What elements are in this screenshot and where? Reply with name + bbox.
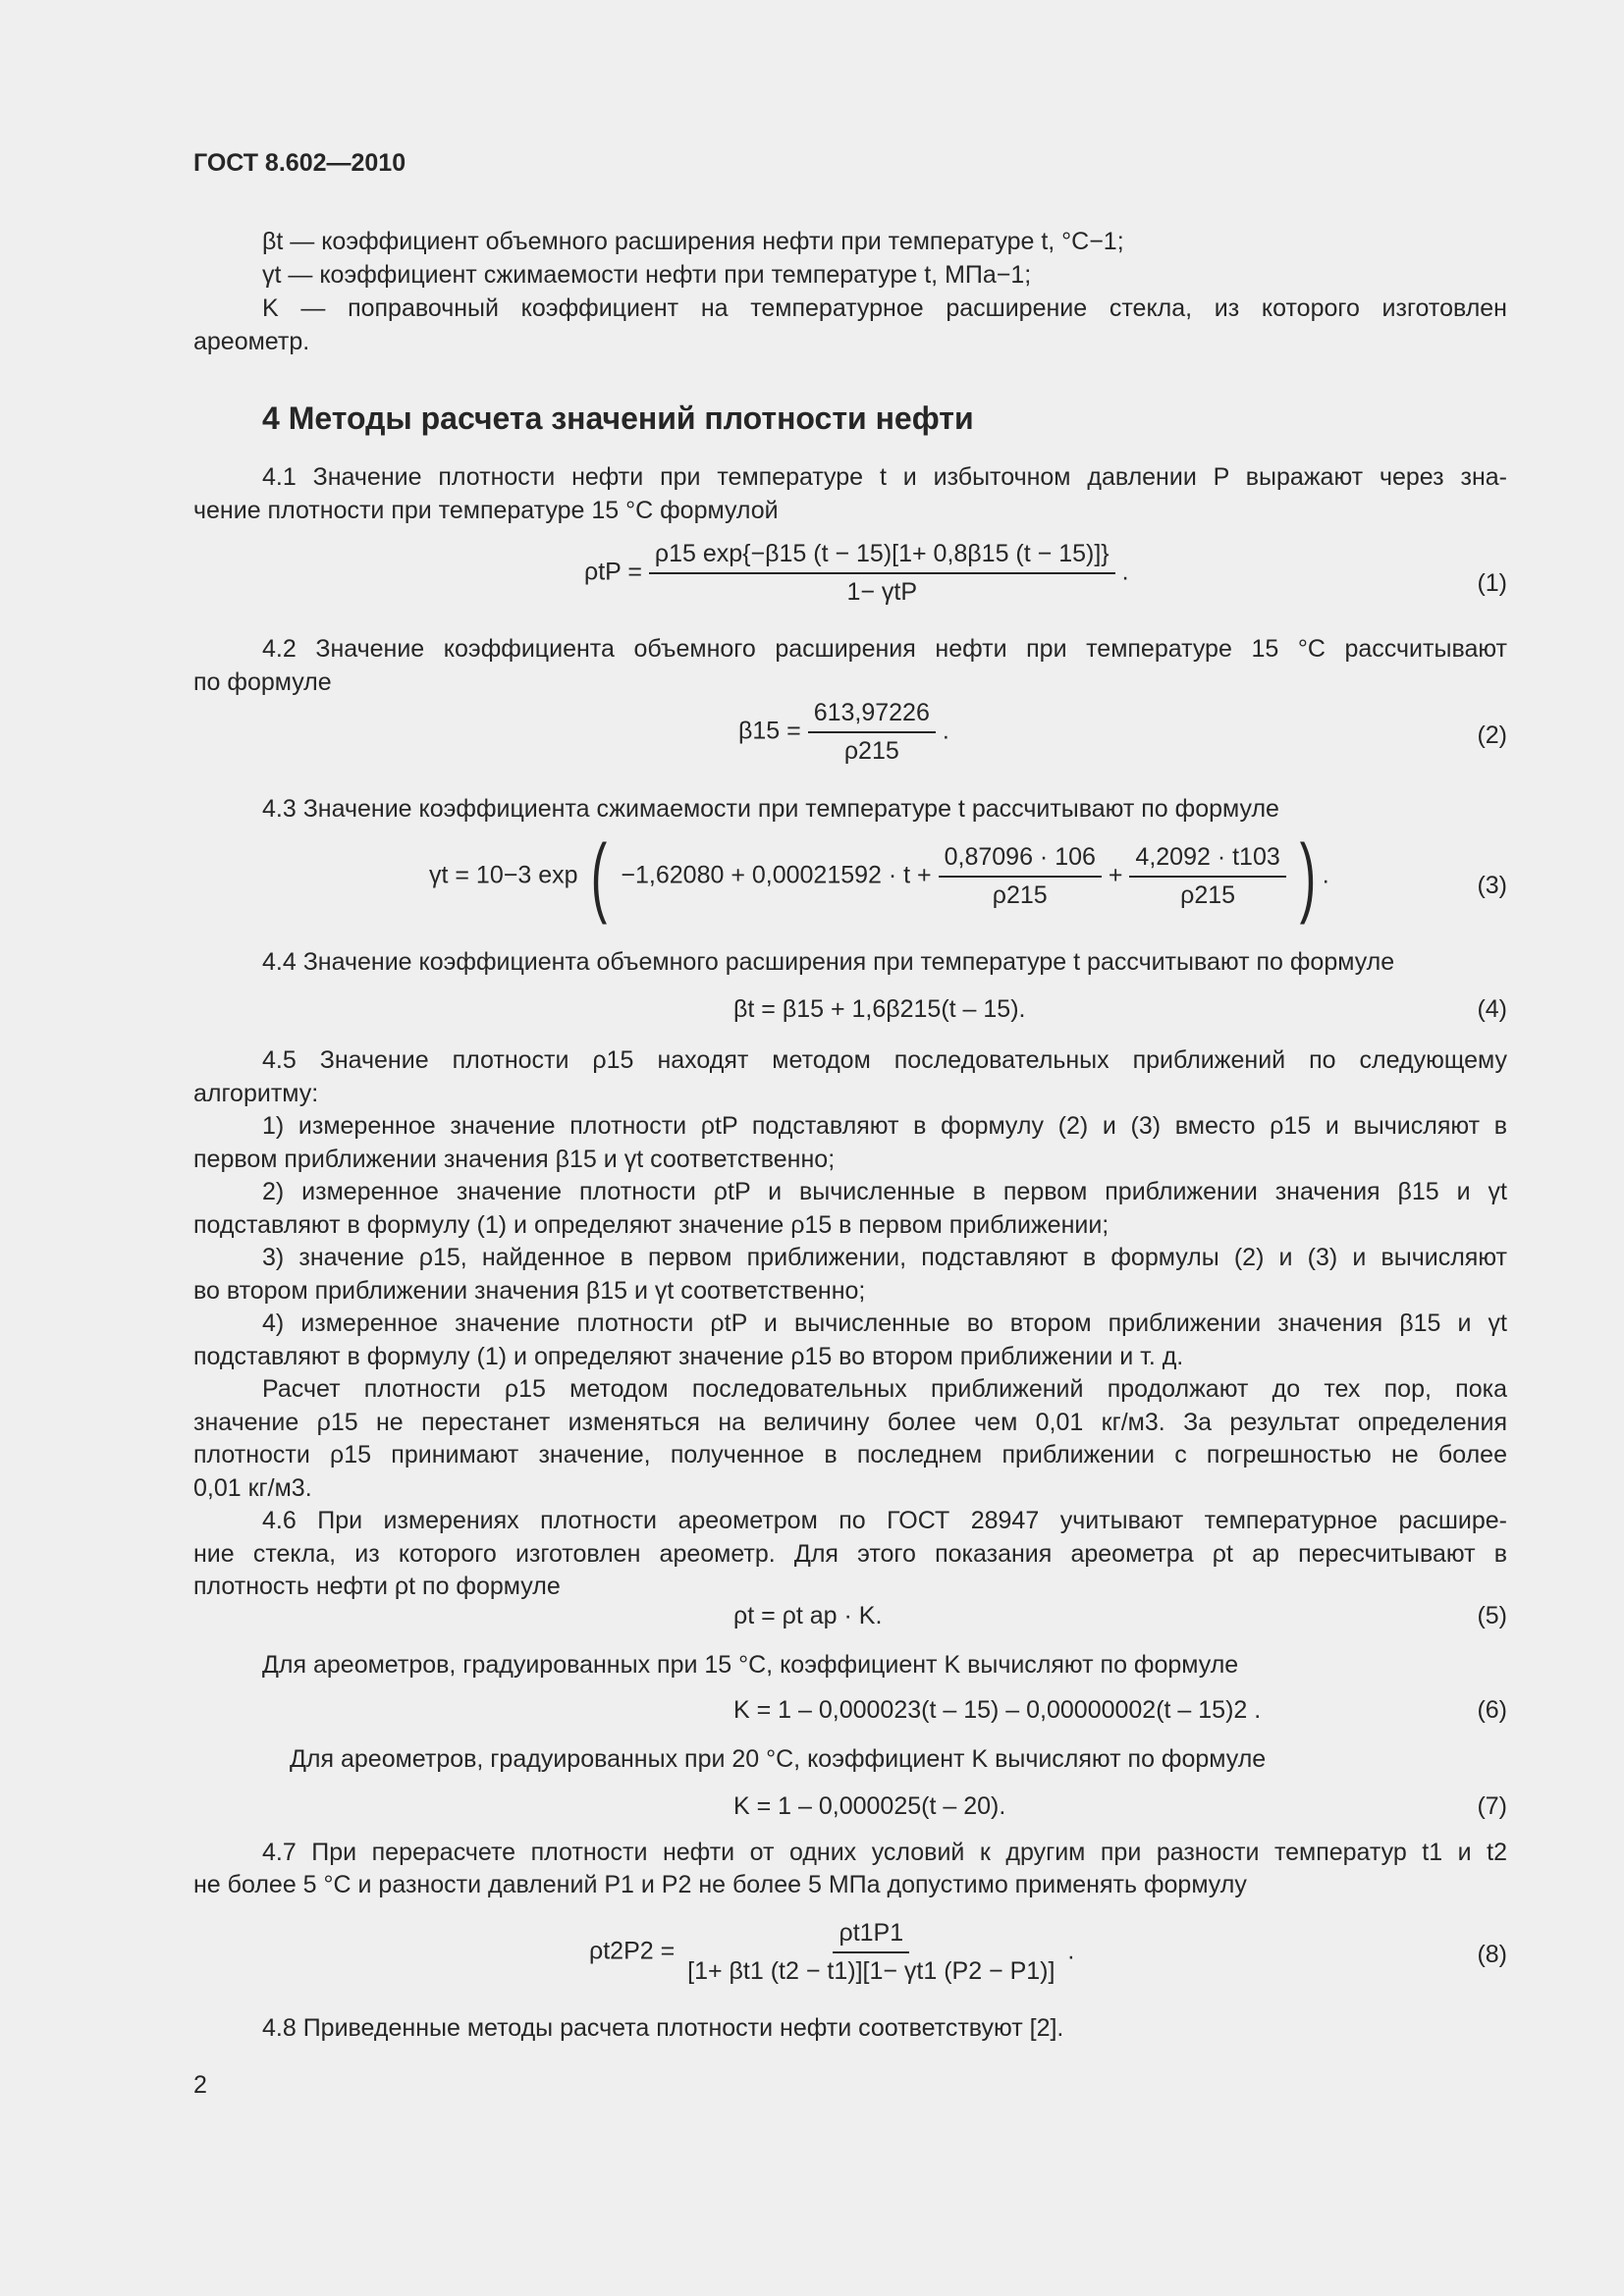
eq8-numerator: ρt1P1 <box>833 1919 909 1953</box>
result-line1: Расчет плотности ρ15 методом последовательных приближений продолжают до тех пор, пока <box>262 1375 1507 1403</box>
eq3-f2-numerator: 4,2092 · t103 <box>1129 843 1285 878</box>
eq2-lhs: β15 = <box>738 717 801 745</box>
eq8-number: (8) <box>1477 1941 1507 1968</box>
eq3-fraction-2 <box>1129 843 1285 910</box>
definition-k-line2: ареометр. <box>193 328 310 355</box>
eq4-number: (4) <box>1477 995 1507 1023</box>
equation-5: ρt = ρt ар · K. <box>733 1602 883 1629</box>
eq7-number: (7) <box>1477 1792 1507 1820</box>
para-4-5-line1: 4.5 Значение плотности ρ15 находят методом последовательных приближений по следующему <box>262 1046 1507 1074</box>
step-4-line1: 4) измеренное значение плотности ρtP и вычисленные во втором приближении значения β15 и γt <box>262 1309 1507 1337</box>
equation-8: ρt2P2 = $\frac{\rho t1P1}{[1+ \beta t1 (t2 - t1)][1- \gamma t1 (P2 - P1)]}$ . <box>589 1919 1075 1985</box>
para-4-1-line1: 4.1 Значение плотности нефти при температуре t и избыточном давлении P выражают через зна- <box>262 463 1507 491</box>
equation-6: K = 1 – 0,000023(t – 15) – 0,00000002(t – 15)2 . <box>733 1696 1262 1724</box>
para-4-3: 4.3 Значение коэффициента сжимаемости при температуре t рассчитывают по формуле <box>262 795 1279 823</box>
eq3-lhs: γt = 10−3 exp <box>429 861 578 889</box>
eq2-denominator: ρ215 <box>843 737 899 765</box>
eq3-fraction-1 <box>939 843 1102 910</box>
eq1-numerator: ρ15 exp{−β15 (t − 15)[1+ 0,8β15 (t − 15)]} <box>649 540 1115 574</box>
eq2-number: (2) <box>1477 721 1507 749</box>
equation-3: γt = 10−3 exp ( −1,62080 + 0,00021592 · t + $\frac{0,87096 \cdot 106}{\rho 215}$ + $\frac{4,2092 \cdot t103}{\rho 215}$ ) . <box>429 828 1329 926</box>
page-number: 2 <box>193 2071 207 2099</box>
step-3-line2: во втором приближении значения β15 и γt соответственно; <box>193 1277 866 1305</box>
section-heading: 4 Методы расчета значений плотности нефти <box>262 400 974 436</box>
step-2-line2: подставляют в формулу (1) и определяют значение ρ15 в первом приближении; <box>193 1211 1110 1239</box>
para-k20: Для ареометров, градуированных при 20 °С, коэффициент K вычисляют по формуле <box>290 1745 1267 1773</box>
para-4-7-line2: не более 5 °С и разности давлений P1 и P2 не более 5 МПа допустимо применять формулу <box>193 1871 1247 1898</box>
eq3-plus: + <box>1108 861 1123 889</box>
para-4-6-line2: ние стекла, из которого изготовлен ареометр. Для этого показания ареометра ρt ар пересчитывают в <box>193 1540 1507 1568</box>
eq8-lhs: ρt2P2 = <box>589 1937 676 1965</box>
step-4-line2: подставляют в формулу (1) и определяют значение ρ15 во втором приближении и т. д. <box>193 1343 1184 1370</box>
para-4-8: 4.8 Приведенные методы расчета плотности нефти соответствуют [2]. <box>262 2014 1064 2042</box>
result-line2: значение ρ15 не перестанет изменяться на величину более чем 0,01 кг/м3. За результат определения <box>193 1409 1507 1436</box>
equation-1: ρtP = $\frac{\rho 15 \exp\{-\beta 15 (t - 15)[1+ 0,8\beta 15 (t - 15)]\}}{\text{1− γtP}}$ . <box>584 540 1129 606</box>
equation-7: K = 1 – 0,000025(t – 20). <box>733 1792 1006 1820</box>
eq3-f1-numerator: 0,87096 · 106 <box>939 843 1102 878</box>
equation-2: β15 = $\frac{613,97226}{\rho 215}$ . <box>738 699 949 765</box>
definition-k-line1: K — поправочный коэффициент на температурное расширение стекла, из которого изготовлен <box>262 294 1507 322</box>
eq3-close-paren: ) <box>1299 828 1316 926</box>
definition-beta: βt — коэффициент объемного расширения нефти при температуре t, °С−1; <box>262 228 1124 255</box>
equation-4: βt = β15 + 1,6β215(t – 15). <box>733 995 1026 1023</box>
eq3-number: (3) <box>1477 872 1507 899</box>
step-2-line1: 2) измеренное значение плотности ρtP и вычисленные в первом приближении значения β15 и γt <box>262 1178 1507 1205</box>
para-k15: Для ареометров, градуированных при 15 °С, коэффициент K вычисляют по формуле <box>262 1651 1239 1679</box>
eq5-number: (5) <box>1477 1602 1507 1629</box>
para-4-4: 4.4 Значение коэффициента объемного расширения при температуре t рассчитывают по формуле <box>262 948 1395 976</box>
para-4-1-line2: чение плотности при температуре 15 °С формулой <box>193 497 779 524</box>
para-4-2-line1: 4.2 Значение коэффициента объемного расширения нефти при температуре 15 °С рассчитывают <box>262 635 1507 663</box>
definition-gamma: γt — коэффициент сжимаемости нефти при температуре t, МПа−1; <box>262 261 1032 289</box>
eq1-fraction <box>649 540 1115 607</box>
eq8-fraction <box>681 1919 1060 1986</box>
eq3-f2-denominator: ρ215 <box>1180 881 1236 909</box>
step-3-line1: 3) значение ρ15, найденное в первом приближении, подставляют в формулы (2) и (3) и вычисляют <box>262 1244 1507 1271</box>
eq8-denominator: [1+ βt1 (t2 − t1)][1− γt1 (P2 − P1)] <box>687 1957 1056 1985</box>
para-4-6-line3: плотность нефти ρt по формуле <box>193 1573 561 1600</box>
eq2-numerator: 613,97226 <box>808 699 936 733</box>
eq3-open-paren: ( <box>591 828 608 926</box>
eq1-denominator: 1− γtP <box>846 578 918 606</box>
para-4-2-line2: по формуле <box>193 668 332 696</box>
eq1-number: (1) <box>1477 569 1507 597</box>
document-header: ГОСТ 8.602—2010 <box>193 149 406 177</box>
result-line3: плотности ρ15 принимают значение, полученное в последнем приближении с погрешностью не более <box>193 1441 1507 1468</box>
eq3-f1-denominator: ρ215 <box>992 881 1048 909</box>
eq6-number: (6) <box>1477 1696 1507 1724</box>
result-line4: 0,01 кг/м3. <box>193 1474 312 1502</box>
para-4-5-line2: алгоритму: <box>193 1080 319 1107</box>
eq1-lhs: ρtP = <box>584 558 642 586</box>
para-4-7-line1: 4.7 При перерасчете плотности нефти от одних условий к другим при разности температур t1 и t2 <box>262 1839 1507 1866</box>
step-1-line2: первом приближении значения β15 и γt соответственно; <box>193 1146 836 1173</box>
eq2-fraction <box>808 699 936 766</box>
eq3-middle: −1,62080 + 0,00021592 · t + <box>621 861 932 889</box>
para-4-6-line1: 4.6 При измерениях плотности ареометром по ГОСТ 28947 учитывают температурное расшире- <box>262 1507 1507 1534</box>
step-1-line1: 1) измеренное значение плотности ρtP подставляют в формулу (2) и (3) вместо ρ15 и вычисляют в <box>262 1112 1507 1140</box>
